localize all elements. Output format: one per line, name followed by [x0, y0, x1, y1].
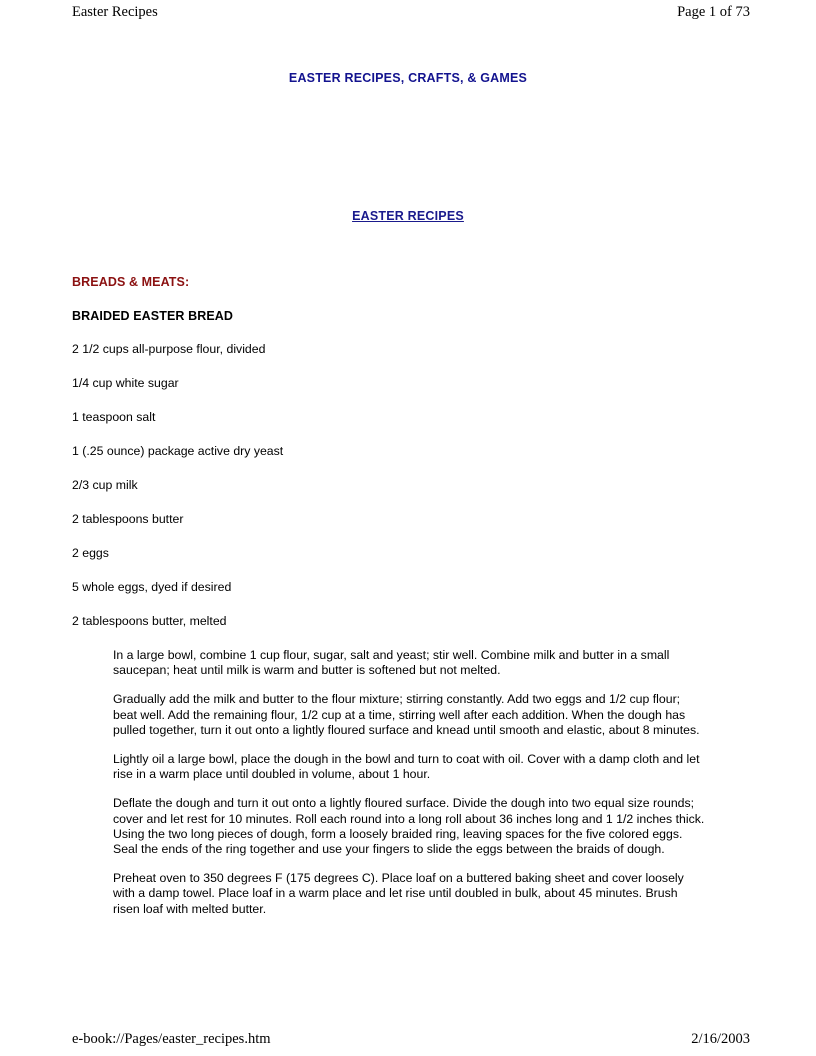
document-content	[0, 24, 816, 1026]
ingredient-line: 1 (.25 ounce) package active dry yeast	[72, 444, 284, 458]
section-heading-breads-meats: BREADS & MEATS:	[72, 275, 190, 289]
ingredient-line: 2 tablespoons butter, melted	[72, 614, 227, 628]
ingredients-list	[72, 342, 712, 648]
page-title: EASTER RECIPES, CRAFTS, & GAMES	[288, 71, 528, 85]
ingredient-line: 2/3 cup milk	[72, 478, 138, 492]
ingredient-line: 2 1/2 cups all-purpose flour, divided	[72, 342, 266, 356]
instruction-paragraph: Lightly oil a large bowl, place the dough in the bowl and turn to coat with oil. Cover with a damp cloth and let rise in a warm place until doubled in volume, about 1 hour.	[113, 752, 700, 782]
instructions-list	[113, 648, 705, 931]
footer-source-path: e-book://Pages/easter_recipes.htm	[72, 1030, 271, 1047]
footer-date: 2/16/2003	[691, 1030, 750, 1047]
ingredient-line: 2 tablespoons butter	[72, 512, 184, 526]
easter-recipes-link[interactable]: EASTER RECIPES	[352, 209, 464, 223]
instruction-paragraph: Preheat oven to 350 degrees F (175 degrees C). Place loaf on a buttered baking sheet and cover loosely with a damp towel. Place loaf in a warm place and let rise until doubled in bulk, about 45 minutes. Brush risen loaf with melted butter.	[113, 871, 684, 916]
instruction-paragraph: Deflate the dough and turn it out onto a lightly floured surface. Divide the dough into two equal size rounds; cover and let rest for 10 minutes. Roll each round into a long roll about 36 inches long and 1 1/2 inches thick. Using the two long pieces of dough, form a loosely braided ring, leaving spaces for the five colored eggs. Seal the ends of the ring together and use your fingers to slide the eggs between the braids of dough.	[113, 796, 705, 857]
header-document-title: Easter Recipes	[72, 3, 158, 20]
toc-link-row	[0, 207, 816, 225]
ingredient-line: 1/4 cup white sugar	[72, 376, 179, 390]
instruction-paragraph: In a large bowl, combine 1 cup flour, sugar, salt and yeast; stir well. Combine milk and butter in a small saucepan; heat until milk is warm and butter is softened but not melted.	[113, 648, 670, 678]
recipe-title: BRAIDED EASTER BREAD	[72, 309, 234, 323]
running-footer	[72, 1028, 750, 1050]
ingredient-line: 1 teaspoon salt	[72, 410, 156, 424]
header-page-indicator: Page 1 of 73	[677, 3, 750, 20]
instruction-paragraph: Gradually add the milk and butter to the flour mixture; stirring constantly. Add two eggs and 1/2 cup flour; beat well. Add the remaining flour, 1/2 cup at a time, stirring well after each addition. When the dough has pulled together, turn it out onto a lightly floured surface and knead until smooth and elastic, about 8 minutes.	[113, 692, 700, 737]
running-header	[72, 0, 750, 24]
ingredient-line: 5 whole eggs, dyed if desired	[72, 580, 232, 594]
ingredient-line: 2 eggs	[72, 546, 109, 560]
